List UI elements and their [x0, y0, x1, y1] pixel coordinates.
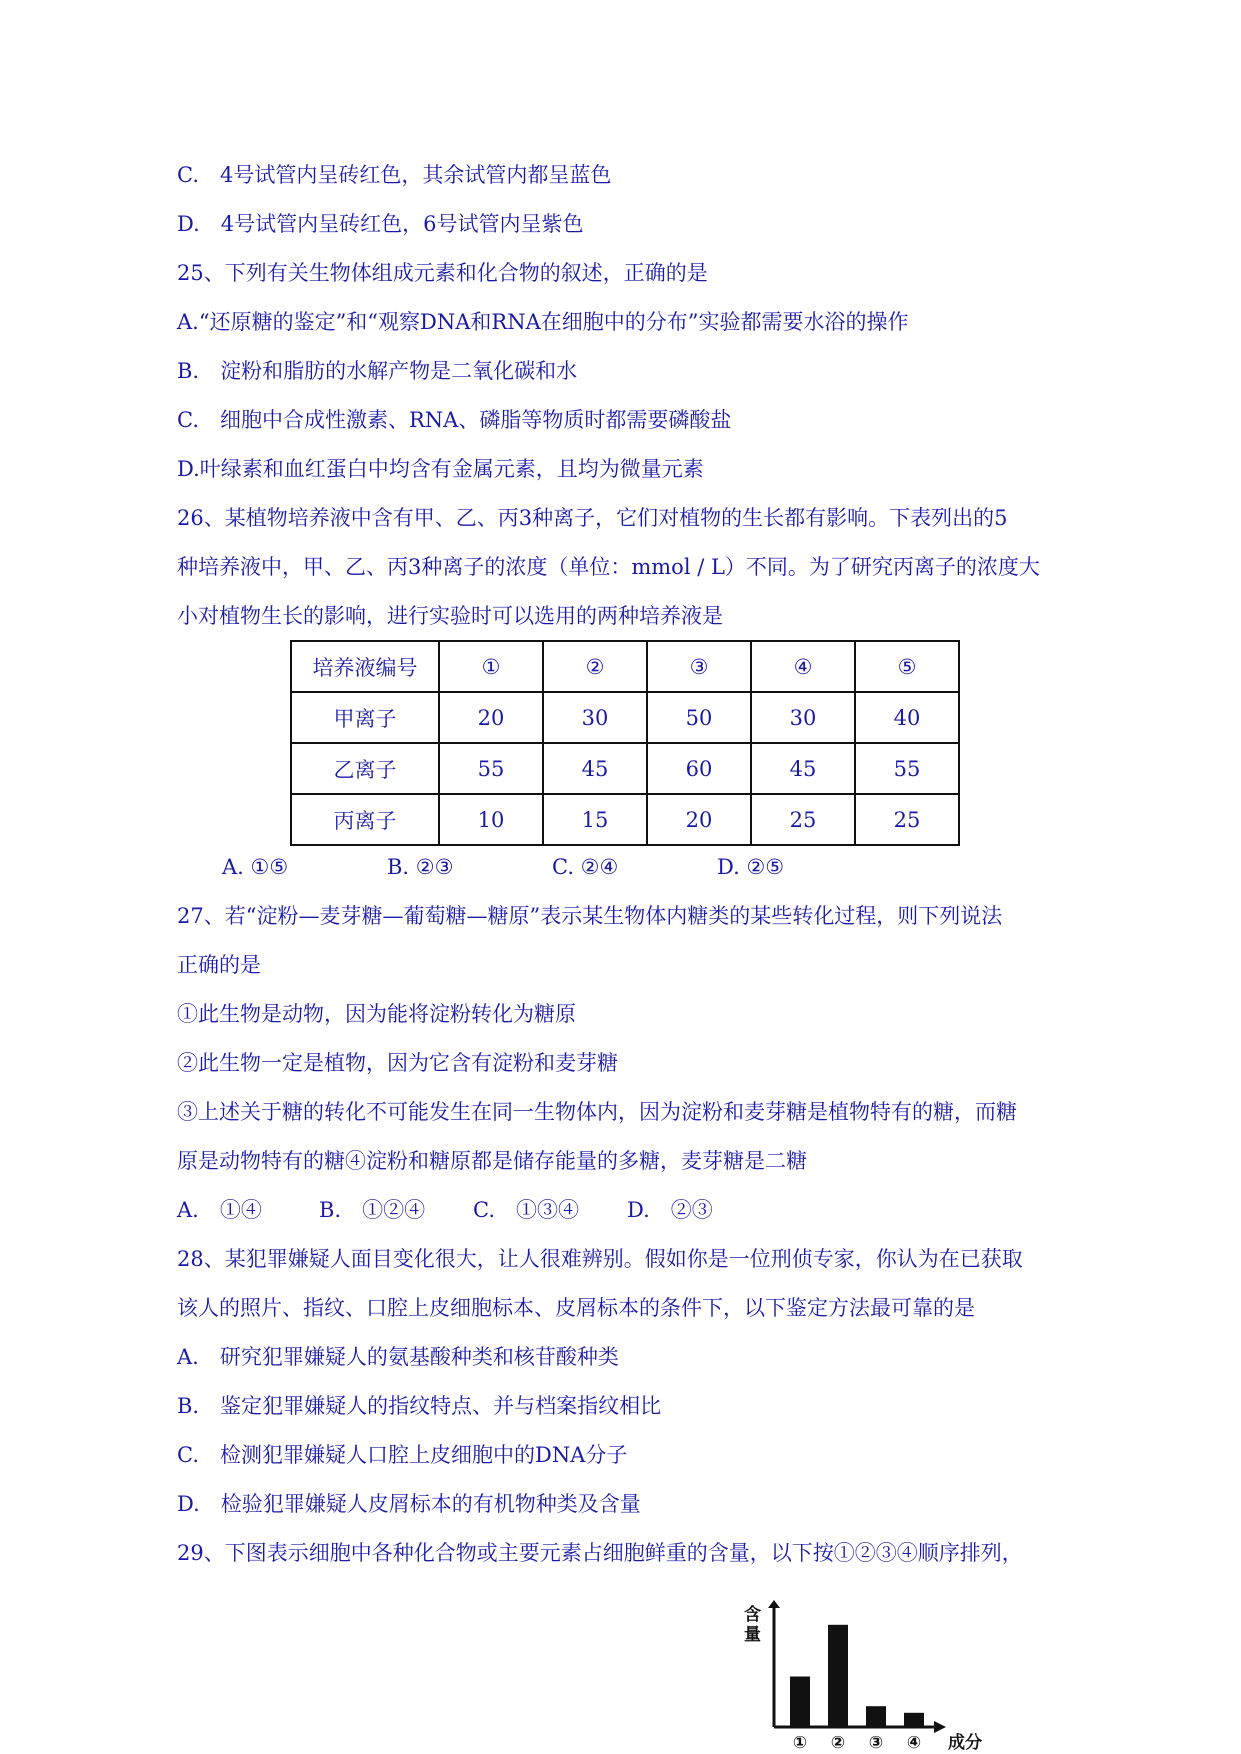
- q27-statement-4: 原是动物特有的糖④淀粉和糖原都是储存能量的多糖，麦芽糖是二糖: [177, 1149, 807, 1173]
- q24-option-c: C. 4号试管内呈砖红色，其余试管内都呈蓝色: [177, 163, 612, 187]
- q28-option-b: B. 鉴定犯罪嫌疑人的指纹特点、并与档案指纹相比: [177, 1394, 662, 1418]
- q27-statement-1: ①此生物是动物，因为能将淀粉转化为糖原: [177, 1002, 576, 1026]
- q26-option-d: D. ②⑤: [717, 855, 785, 879]
- q28-option-d: D. 检验犯罪嫌疑人皮屑标本的有机物种类及含量: [177, 1492, 641, 1516]
- table-cell: 45: [751, 743, 855, 794]
- q29-bar-chart: [738, 1600, 998, 1750]
- q28-stem-line2: 该人的照片、指纹、口腔上皮细胞标本、皮屑标本的条件下，以下鉴定方法最可靠的是: [177, 1296, 975, 1320]
- table-header-cell: ④: [751, 641, 855, 692]
- table-header-cell: 培养液编号: [291, 641, 439, 692]
- y-axis-label-char1: 含: [744, 1605, 761, 1625]
- q26-stem-line3: 小对植物生长的影响，进行实验时可以选用的两种培养液是: [177, 604, 723, 628]
- q29-stem: 29、下图表示细胞中各种化合物或主要元素占细胞鲜重的含量，以下按①②③④顺序排列，: [177, 1541, 1023, 1565]
- q26-stem-line1: 26、某植物培养液中含有甲、乙、丙3种离子，它们对植物的生长都有影响。下表列出的5: [177, 506, 1008, 530]
- q27-stem-line2: 正确的是: [177, 953, 261, 977]
- bar-2: [828, 1625, 848, 1726]
- q26-option-c: C. ②④: [552, 855, 619, 879]
- q27-statement-2: ②此生物一定是植物，因为它含有淀粉和麦芽糖: [177, 1051, 618, 1075]
- q27-option-d: D. ②③: [627, 1198, 713, 1222]
- table-cell: 10: [439, 794, 543, 845]
- q27-stem-line1: 27、若“淀粉—麦芽糖—葡萄糖—糖原”表示某生物体内糖类的某些转化过程，则下列说法: [177, 904, 1003, 928]
- table-cell: 25: [751, 794, 855, 845]
- x-tick-label: ①: [792, 1733, 808, 1750]
- q26-option-b: B. ②③: [387, 855, 454, 879]
- q25-option-a: A.“还原糖的鉴定”和“观察DNA和RNA在细胞中的分布”实验都需要水浴的操作: [177, 310, 909, 334]
- table-header-cell: ②: [543, 641, 647, 692]
- y-axis-arrow-icon: [768, 1600, 780, 1608]
- q25-stem: 25、下列有关生物体组成元素和化合物的叙述，正确的是: [177, 261, 708, 285]
- x-axis-arrow-icon: [934, 1721, 946, 1733]
- q25-option-d: D.叶绿素和血红蛋白中均含有金属元素，且均为微量元素: [177, 457, 704, 481]
- q26-options: [222, 852, 882, 882]
- table-cell: 丙离子: [291, 794, 439, 845]
- x-tick-label: ④: [906, 1733, 922, 1750]
- table-cell: 60: [647, 743, 751, 794]
- table-cell: 甲离子: [291, 692, 439, 743]
- q25-option-b: B. 淀粉和脂肪的水解产物是二氧化碳和水: [177, 359, 578, 383]
- bar-4: [904, 1713, 924, 1726]
- q26-ion-table: [290, 640, 960, 846]
- q27-options: [177, 1195, 713, 1225]
- table-cell: 20: [647, 794, 751, 845]
- bar-1: [790, 1677, 810, 1727]
- x-axis-label: 成分: [948, 1733, 982, 1750]
- table-cell: 乙离子: [291, 743, 439, 794]
- x-tick-label: ③: [868, 1733, 884, 1750]
- bar-3: [866, 1706, 886, 1726]
- table-row: [291, 794, 959, 845]
- q28-option-a: A. 研究犯罪嫌疑人的氨基酸种类和核苷酸种类: [177, 1345, 619, 1369]
- q25-option-c: C. 细胞中合成性激素、RNA、磷脂等物质时都需要磷酸盐: [177, 408, 732, 432]
- q28-option-c: C. 检测犯罪嫌疑人口腔上皮细胞中的DNA分子: [177, 1443, 628, 1467]
- x-tick-label: ②: [830, 1733, 846, 1750]
- q27-option-c: C. ①③④: [473, 1198, 579, 1222]
- table-cell: 45: [543, 743, 647, 794]
- table-row: [291, 743, 959, 794]
- table-cell: 15: [543, 794, 647, 845]
- q26-option-a: A. ①⑤: [222, 855, 289, 879]
- q24-option-d: D. 4号试管内呈砖红色，6号试管内呈紫色: [177, 212, 584, 236]
- table-row: [291, 692, 959, 743]
- table-header-cell: ③: [647, 641, 751, 692]
- table-header-row: [291, 641, 959, 692]
- table-cell: 20: [439, 692, 543, 743]
- table-cell: 55: [855, 743, 959, 794]
- table-cell: 30: [543, 692, 647, 743]
- q27-option-b: B. ①②④: [319, 1198, 426, 1222]
- table-cell: 50: [647, 692, 751, 743]
- q26-stem-line2: 种培养液中，甲、乙、丙3种离子的浓度（单位：mmol / L）不同。为了研究丙离子的浓度大: [177, 555, 1040, 579]
- q27-option-a: A. ①④: [177, 1198, 262, 1222]
- q28-stem-line1: 28、某犯罪嫌疑人面目变化很大，让人很难辨别。假如你是一位刑侦专家，你认为在已获取: [177, 1247, 1023, 1271]
- table-header-cell: ①: [439, 641, 543, 692]
- table-cell: 55: [439, 743, 543, 794]
- table-cell: 30: [751, 692, 855, 743]
- table-header-cell: ⑤: [855, 641, 959, 692]
- table-cell: 25: [855, 794, 959, 845]
- q27-statement-3: ③上述关于糖的转化不可能发生在同一生物体内，因为淀粉和麦芽糖是植物特有的糖，而糖: [177, 1100, 1017, 1124]
- table-cell: 40: [855, 692, 959, 743]
- y-axis-label-char2: 量: [744, 1625, 761, 1645]
